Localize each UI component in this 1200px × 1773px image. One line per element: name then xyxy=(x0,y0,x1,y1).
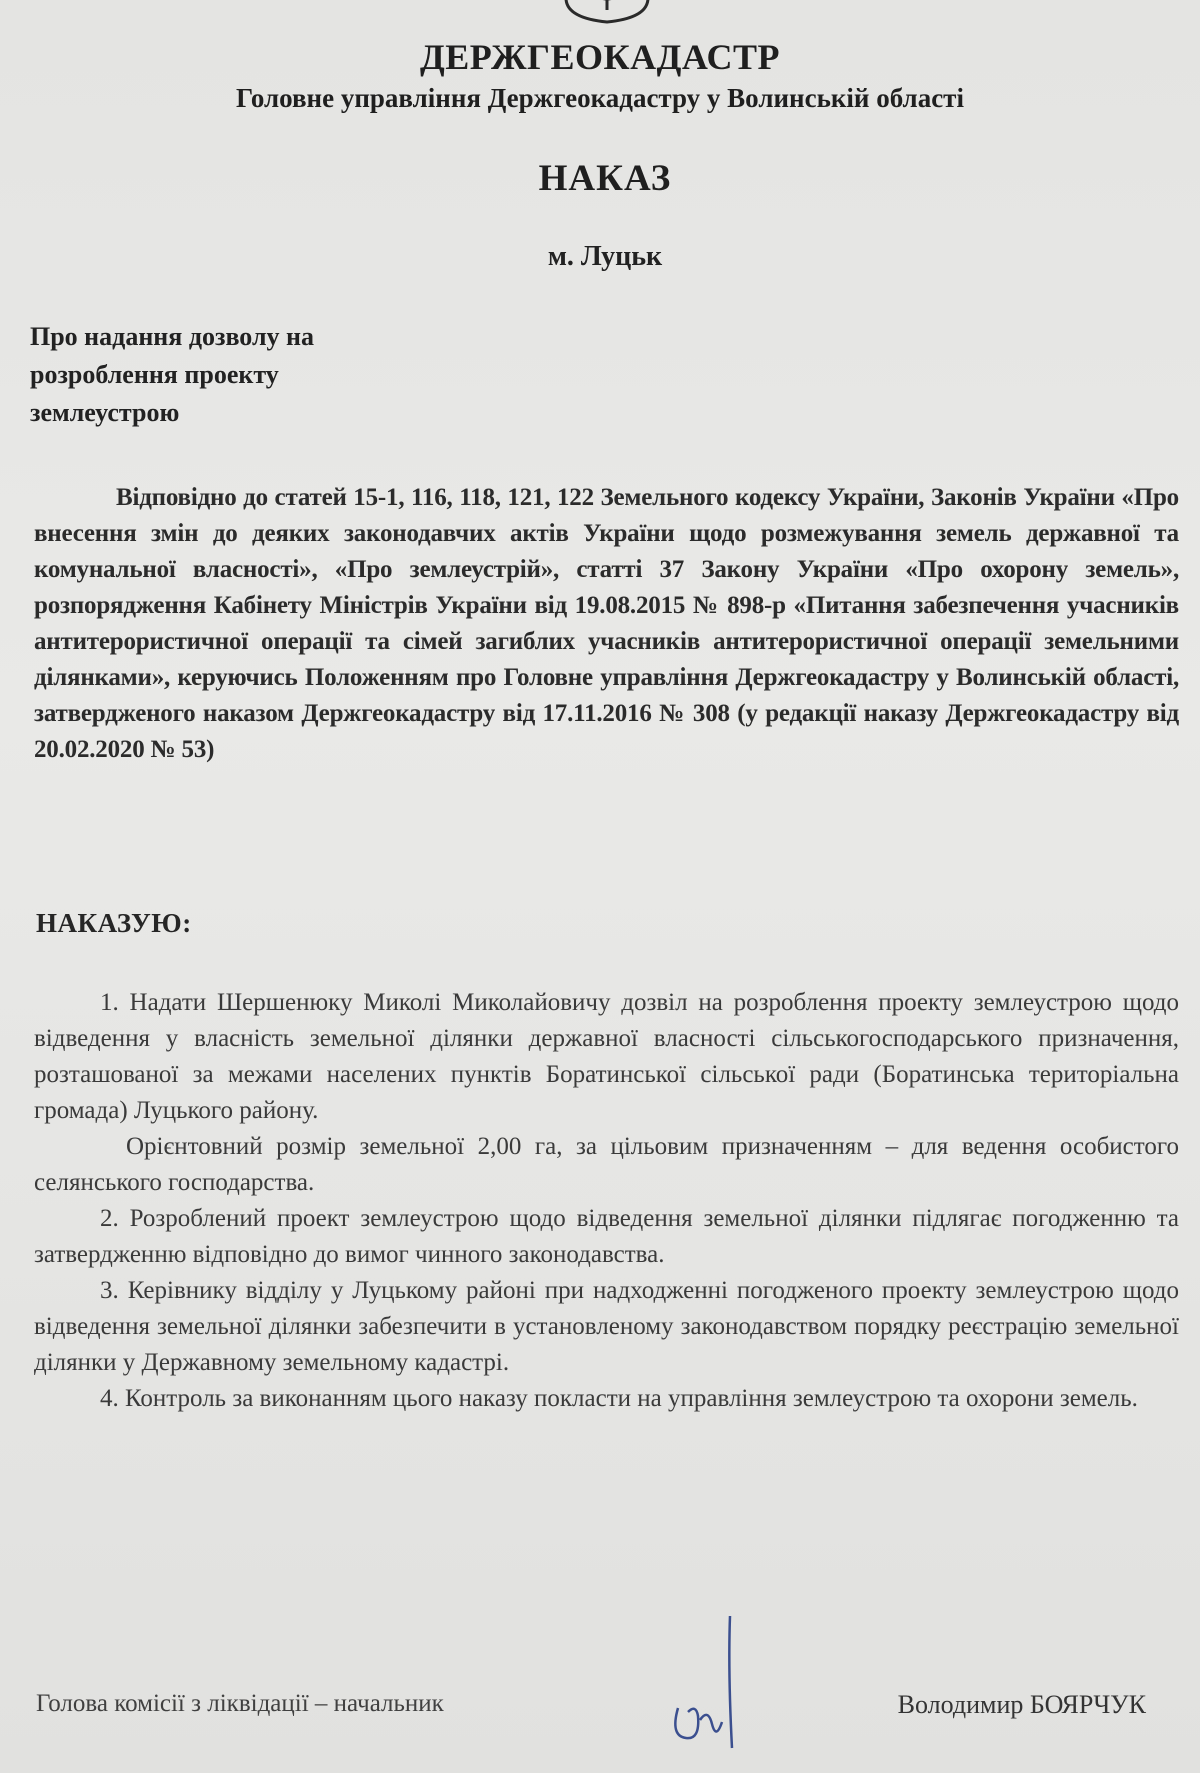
order-item-1-note: Орієнтовний розмір земельної 2,00 га, за цільовим призначенням – для ведення особистого селянського господарства. xyxy=(34,1133,1179,1196)
signature-block xyxy=(36,1672,1146,1742)
signatory-title: Голова комісії з ліквідації – начальник xyxy=(36,1690,444,1717)
order-item-4: 4. Контроль за виконанням цього наказу покласти на управління землеустрою та охорони земель. xyxy=(100,1385,1138,1412)
order-subject xyxy=(30,318,430,432)
order-item-3: 3. Керівнику відділу у Луцькому районі при надходженні погодженого проекту землеустрою щодо відведення земельної ділянки забезпечити в установленому законодавством порядку реєстрацію земельної ділянки у Державному земельному кадастрі. xyxy=(34,1277,1179,1376)
coat-of-arms-icon xyxy=(562,0,652,24)
subject-line: землеустрою xyxy=(30,398,180,427)
subject-line: розроблення проекту xyxy=(30,360,279,389)
preamble-paragraph: Відповідно до статей 15-1, 116, 118, 121, 122 Земельного кодексу України, Законів України «Про внесення змін до деяких законодавчих актів України щодо розмежування земель державної та комунальної власності», «Про землеустрій», статті 37 Закону України «Про охорону земель», розпорядження Кабінету Міністрів України від 19.08.2015 № 898-р «Питання забезпечення учасників антитерористичної операції та сімей загиблих учасників антитерористичної операції земельними ділянками», керуючись Положенням про Головне управління Держгеокадастру у Волинській області, затвердженого наказом Держгеокадастру від 17.11.2016 № 308 (у редакції наказу Держгеокадастру від 20.02.2020 № 53) xyxy=(34,484,1179,763)
order-item-2: 2. Розроблений проект землеустрою щодо відведення земельної ділянки підлягає погодженню та затвердженню відповідно до вимог чинного законодавства. xyxy=(34,1205,1179,1268)
agency-name: ДЕРЖГЕОКАДАСТР xyxy=(419,37,781,77)
signatory-name: Володимир БОЯРЧУК xyxy=(897,1690,1146,1719)
order-items xyxy=(34,985,1179,1417)
handwritten-signature xyxy=(660,1612,770,1752)
order-item-1: 1. Надати Шершенюку Миколі Миколайовичу дозвіл на розроблення проекту землеустрою щодо відведення у власність земельної ділянки державної власності сільськогосподарського призначення, розташованої за межами населених пунктів Боратинської сільської ради (Боратинська територіальна громада) Луцького району. xyxy=(34,989,1179,1124)
order-heading: НАКАЗУЮ: xyxy=(36,908,192,938)
subject-line: Про надання дозволу на xyxy=(30,322,315,351)
document-type: НАКАЗ xyxy=(538,158,672,199)
department-name: Головне управління Держгеокадастру у Волинській області xyxy=(236,83,964,113)
city: м. Луцьк xyxy=(547,241,663,272)
